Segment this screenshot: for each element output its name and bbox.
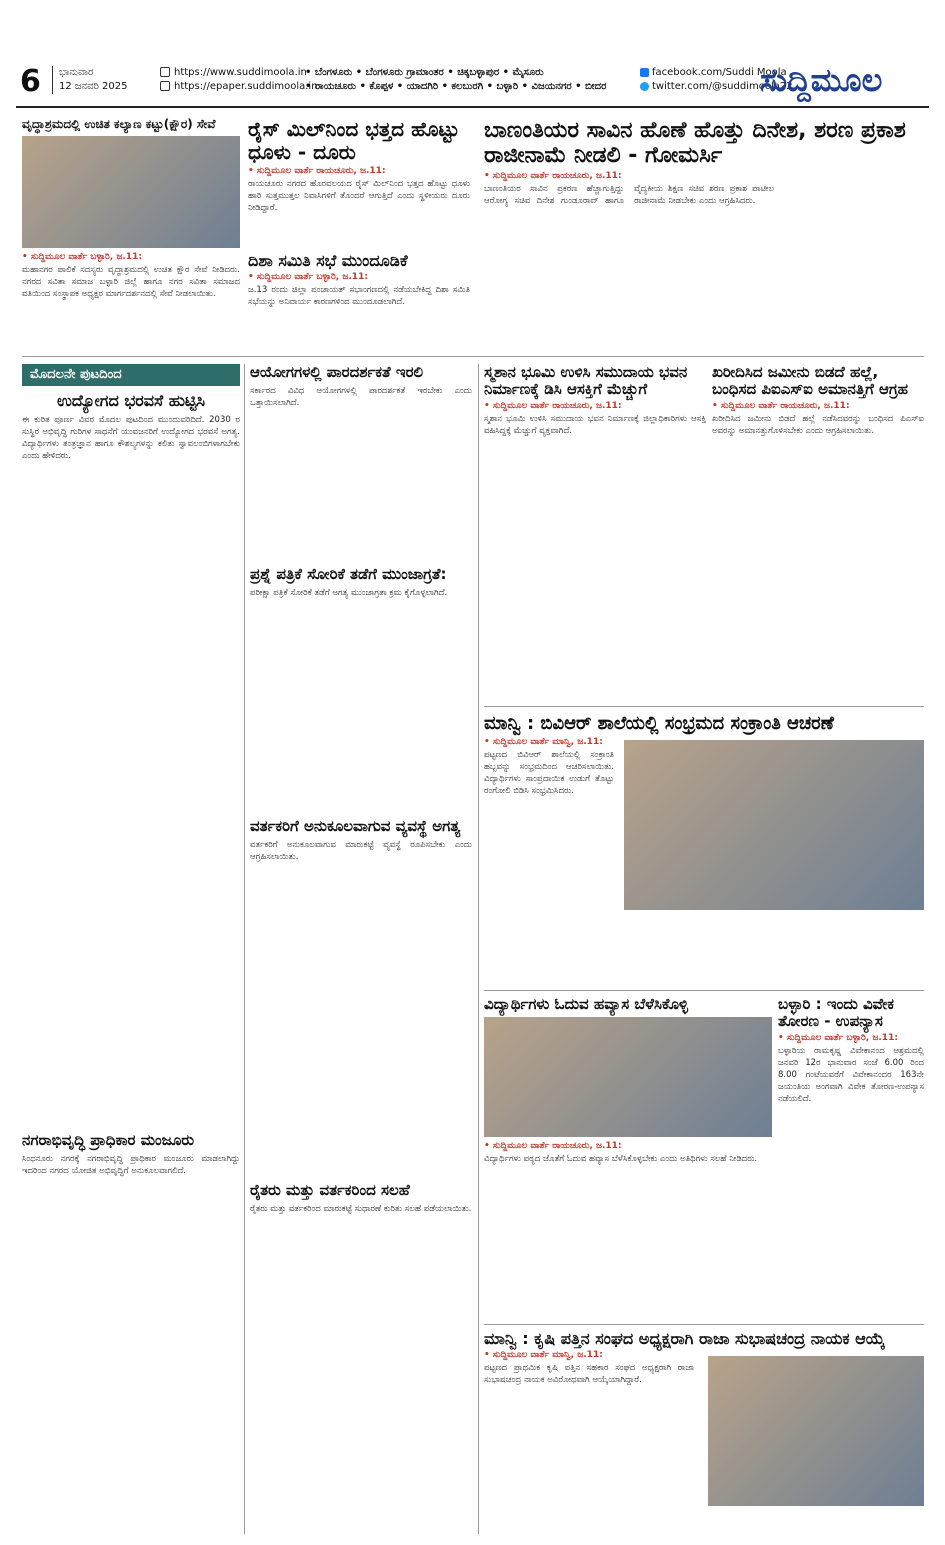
article-farmers-advice: ರೈತರು ಮತ್ತು ವರ್ತಕರಿಂದ ಸಲಹೆ ರೈತರು ಮತ್ತು ವರ್ತಕರಿಂದ ಮಾರುಕಟ್ಟೆ ಸುಧಾರಣೆ ಕುರಿತು ಸಲಹೆ ಪಡೆಯಲಾಯಿತು. (250, 1182, 472, 1215)
article-cooperative-society: ಮಾನ್ವಿ : ಕೃಷಿ ಪತ್ತಿನ ಸಂಘದ ಅಧ್ಯಕ್ಷರಾಗಿ ರಾಜಾ ಸುಭಾಷಚಂದ್ರ ನಾಯಕ ಆಯ್ಕೆ • ಸುದ್ದಿಮೂಲ ವಾರ್ತೆ ಮಾನ್ವಿ, ಜ.11: ಪಟ್ಟಣದ ಪ್ರಾಥಮಿಕ ಕೃಷಿ ಪತ್ತಿನ ಸಹಕಾರ ಸಂಘದ ಅಧ್ಯಕ್ಷರಾಗಿ ರಾಜಾ ಸುಭಾಷಚಂದ್ರ ನಾಯಕ ಅವಿರೋಧವಾಗಿ ಆಯ್ಕೆಯಾಗಿದ್ದಾರೆ. (484, 1330, 924, 1540)
twitter-icon (640, 82, 649, 91)
epaper-link[interactable]: https://epaper.suddimoola.in (160, 80, 318, 94)
divider (484, 706, 924, 707)
article-traders-system: ವರ್ತಕರಿಗೆ ಅನುಕೂಲವಾಗುವ ವ್ಯವಸ್ಥೆ ಅಗತ್ಯ ವರ್ತಕರಿಗೆ ಅನುಕೂಲವಾಗುವ ಮಾರುಕಟ್ಟೆ ವ್ಯವಸ್ಥೆ ರೂಪಿಸಬೇಕು ಎಂದು ಆಗ್ರಹಿಸಲಾಯಿತು. (250, 818, 472, 863)
masthead-rule (16, 106, 929, 108)
article-paper-leak: ಪ್ರಶ್ನೆ ಪತ್ರಿಕೆ ಸೋರಿಕೆ ತಡೆಗೆ ಮುಂಜಾಗ್ರತೆ: ಪರೀಕ್ಷಾ ಪತ್ರಿಕೆ ಸೋರಿಕೆ ತಡೆಗೆ ಅಗತ್ಯ ಮುಂಜಾಗ್ರತಾ ಕ್ರಮ ಕೈಗೊಳ್ಳಲಾಗಿದೆ. (250, 566, 448, 599)
masthead (0, 60, 945, 104)
article-urban-development: ನಗರಾಭಿವೃದ್ಧಿ ಪ್ರಾಧಿಕಾರ ಮಂಜೂರು ಸಿಂಧನೂರು ನಗರಕ್ಕೆ ನಗರಾಭಿವೃದ್ಧಿ ಪ್ರಾಧಿಕಾರ ಮಂಜೂರು ಮಾಡಲಾಗಿದ್ದು ಇದರಿಂದ ನಗರದ ಯೋಜಿತ ಅಭಿವೃದ್ಧಿಗೆ ಅನುಕೂಲವಾಗಲಿದೆ. (22, 1132, 240, 1177)
article-photo (624, 740, 924, 910)
divider (484, 990, 924, 991)
section-band: ಮೊದಲನೇ ಪುಟದಿಂದ (22, 364, 240, 386)
article-commissions: ಆಯೋಗಗಳಲ್ಲಿ ಪಾರದರ್ಶಕತೆ ಇರಲಿ ಸರ್ಕಾರದ ವಿವಿಧ ಆಯೋಗಗಳಲ್ಲಿ ಪಾರದರ್ಶಕತೆ ಇರಬೇಕು ಎಂದು ಒತ್ತಾಯಿಸಲಾಗಿದೆ. (250, 364, 472, 409)
divider (484, 1324, 924, 1325)
article-photo (484, 1017, 772, 1137)
web-links (160, 66, 318, 94)
date: 12 ಜನವರಿ 2025 (59, 81, 128, 92)
web-icon (160, 67, 170, 77)
article-reading-habit: ವಿದ್ಯಾರ್ಥಿಗಳು ಓದುವ ಹವ್ಯಾಸ ಬೆಳೆಸಿಕೊಳ್ಳಿ • ಸುದ್ದಿಮೂಲ ವಾರ್ತೆ ರಾಯಚೂರು, ಜ.11: ವಿದ್ಯಾರ್ಥಿಗಳು ಪಠ್ಯದ ಜೊತೆಗೆ ಓದುವ ಹವ್ಯಾಸ ಬೆಳೆಸಿಕೊಳ್ಳಬೇಕು ಎಂದು ಅತಿಥಿಗಳು ಸಲಹೆ ನೀಡಿದರು. (484, 996, 772, 1320)
article-disha-meeting: ದಿಶಾ ಸಮಿತಿ ಸಭೆ ಮುಂದೂಡಿಕೆ • ಸುದ್ದಿಮೂಲ ವಾರ್ತೆ ಬಳ್ಳಾರಿ, ಜ.11: ಜ.13 ರಂದು ಜಿಲ್ಲಾ ಪಂಚಾಯತ್ ಸಭಾಂಗಣದಲ್ಲಿ ನಡೆಯಬೇಕಿದ್ದ ದಿಶಾ ಸಮಿತಿ ಸಭೆಯನ್ನು ಅನಿವಾರ್ಯ ಕಾರಣಗಳಿಂದ ಮುಂದೂಡಲಾಗಿದೆ. (248, 252, 470, 308)
web-icon (160, 81, 170, 91)
facebook-icon (640, 68, 649, 77)
article-rice-mill: ರೈಸ್ ಮಿಲ್‌ನಿಂದ ಭತ್ತದ ಹೊಟ್ಟು ಧೂಳು - ದೂರು • ಸುದ್ದಿಮೂಲ ವಾರ್ತೆ ರಾಯಚೂರು, ಜ.11: ರಾಯಚೂರು ನಗರದ ಹೊರವಲಯದ ರೈಸ್ ಮಿಲ್‌ನಿಂದ ಭತ್ತದ ಹೊಟ್ಟು ಧೂಳು ಹಾರಿ ಸುತ್ತಮುತ್ತಲ ನಿವಾಸಿಗಳಿಗೆ ತೊಂದರೆ ಆಗುತ್ತಿದೆ ಎಂದು ಸ್ಥಳೀಯರು ದೂರು ನೀಡಿದ್ದಾರೆ. (248, 118, 470, 213)
article-employment: ಉದ್ಯೋಗದ ಭರವಸೆ ಹುಟ್ಟಿಸಿ ಈ ಕುರಿತ ಪೂರ್ಣ ವಿವರ ಮೊದಲ ಪುಟದಿಂದ ಮುಂದುವರಿದಿದೆ. 2030 ರ ಸುಸ್ಥಿರ ಅಭಿವೃದ್ಧಿ ಗುರಿಗಳ ಸಾಧನೆಗೆ ಯುವಜನರಿಗೆ ಉದ್ಯೋಗದ ಭರವಸೆ ಅಗತ್ಯ. ವಿದ್ಯಾರ್ಥಿಗಳು ತಂತ್ರಜ್ಞಾನ ಹಾಗೂ ಕೌಶಲ್ಯಗಳನ್ನು ಕಲಿತು ಸ್ವಾವಲಂಬಿಗಳಾಗಬೇಕು ಎಂದು ಹೇಳಿದರು. (22, 392, 240, 462)
article-oldage-home: ವೃದ್ಧಾಶ್ರಮದಲ್ಲಿ ಉಚಿತ ಕಲ್ಯಾಣ ಕಟ್ಟು(ಕ್ಷೌರ) ಸೇವೆ • ಸುದ್ದಿಮೂಲ ವಾರ್ತೆ ಬಳ್ಳಾರಿ, ಜ.11: ಮಹಾನಗರ ಪಾಲಿಕೆ ಸದಸ್ಯರು ವೃದ್ಧಾಶ್ರಮದಲ್ಲಿ ಉಚಿತ ಕ್ಷೌರ ಸೇವೆ ನೀಡಿದರು. ನಗರದ ಸವಿತಾ ಸಮಾಜ ಬಳ್ಳಾರಿ ಜಿಲ್ಲೆ ಹಾಗೂ ನಗರ ಸವಿತಾ ಸಮಾಜದ ವತಿಯಿಂದ ಸಂಸ್ಥಾಪಕ ಅಧ್ಯಕ್ಷರ ಮಾರ್ಗದರ್ಶನದಲ್ಲಿ ಸೇವೆ ನೀಡಲಾಯಿತು. (22, 118, 240, 299)
article-maternal-deaths: ಬಾಣಂತಿಯರ ಸಾವಿನ ಹೊಣೆ ಹೊತ್ತು ದಿನೇಶ, ಶರಣ ಪ್ರಕಾಶ ರಾಜೀನಾಮೆ ನೀಡಲಿ - ಗೋಮರ್ಸಿ • ಸುದ್ದಿಮೂಲ ವಾರ್ತೆ ರಾಯಚೂರು, ಜ.11: ಬಾಣಂತಿಯರ ಸಾವಿನ ಪ್ರಕರಣ ಹೆಚ್ಚಾಗುತ್ತಿದ್ದು ಆರೋಗ್ಯ ಸಚಿವ ದಿನೇಶ ಗುಂಡೂರಾವ್ ಹಾಗೂ ವೈದ್ಯಕೀಯ ಶಿಕ್ಷಣ ಸಚಿವ ಶರಣ ಪ್ರಕಾಶ ಪಾಟೀಲ ರಾಜೀನಾಮೆ ನೀಡಬೇಕು ಎಂದು ಆಗ್ರಹಿಸಿದರು. (484, 118, 906, 206)
article-land-assault: ಖರೀದಿಸಿದ ಜಮೀನು ಬಿಡದೆ ಹಲ್ಲೆ, ಬಂಧಿಸದ ಪಿಐಎಸ್‌ಐ ಅಮಾನತ್ತಿಗೆ ಆಗ್ರಹ • ಸುದ್ದಿಮೂಲ ವಾರ್ತೆ ರಾಯಚೂರು, ಜ.11: ಖರೀದಿಸಿದ ಜಮೀನು ಬಿಡದೆ ಹಲ್ಲೆ ನಡೆಸಿದವರನ್ನು ಬಂಧಿಸದ ಪಿಎಸ್‌ಐ ಅವರನ್ನು ಅಮಾನತ್ತುಗೊಳಿಸಬೇಕು ಎಂದು ಆಗ್ರಹಿಸಲಾಯಿತು. (712, 364, 924, 436)
facebook-link[interactable]: facebook.com/Suddi Moola (640, 66, 793, 80)
column-divider (244, 364, 245, 1534)
article-cemetery-land: ಸ್ಮಶಾನ ಭೂಮಿ ಉಳಿಸಿ ಸಮುದಾಯ ಭವನ ನಿರ್ಮಾಣಕ್ಕೆ ಡಿಸಿ ಆಸಕ್ತಿಗೆ ಮೆಚ್ಚುಗೆ • ಸುದ್ದಿಮೂಲ ವಾರ್ತೆ ರಾಯಚೂರು, ಜ.11: ಸ್ಮಶಾನ ಭೂಮಿ ಉಳಿಸಿ ಸಮುದಾಯ ಭವನ ನಿರ್ಮಾಣಕ್ಕೆ ಜಿಲ್ಲಾಧಿಕಾರಿಗಳು ಆಸಕ್ತಿ ವಹಿಸಿದ್ದಕ್ಕೆ ಮೆಚ್ಚುಗೆ ವ್ಯಕ್ತವಾಗಿದೆ. (484, 364, 706, 436)
article-sankranti: ಮಾನ್ವಿ : ಬಿವಿಆರ್ ಶಾಲೆಯಲ್ಲಿ ಸಂಭ್ರಮದ ಸಂಕ್ರಾಂತಿ ಆಚರಣೆ • ಸುದ್ದಿಮೂಲ ವಾರ್ತೆ ಮಾನ್ವಿ, ಜ.11: ಪಟ್ಟಣದ ಬಿವಿಆರ್ ಶಾಲೆಯಲ್ಲಿ ಸಂಕ್ರಾಂತಿ ಹಬ್ಬವನ್ನು ಸಂಭ್ರಮದಿಂದ ಆಚರಿಸಲಾಯಿತು. ವಿದ್ಯಾರ್ಥಿಗಳು ಸಾಂಪ್ರದಾಯಿಕ ಉಡುಗೆ ತೊಟ್ಟು ರಂಗೋಲಿ ಬಿಡಿಸಿ ಸಂಭ್ರಮಿಸಿದರು. (484, 714, 924, 974)
page-number: 6 (20, 64, 41, 99)
article-viveka-torana: ಬಳ್ಳಾರಿ : ಇಂದು ವಿವೇಕ ತೋರಣ - ಉಪನ್ಯಾಸ • ಸುದ್ದಿಮೂಲ ವಾರ್ತೆ ಬಳ್ಳಾರಿ, ಜ.11: ಬಳ್ಳಾರಿಯ ರಾಮಕೃಷ್ಣ ವಿವೇಕಾನಂದ ಆಶ್ರಮದಲ್ಲಿ ಜನವರಿ 12ರ ಭಾನುವಾರ ಸಂಜೆ 6.00 ರಿಂದ 8.00 ಗಂಟೆಯವರೆಗೆ ವಿವೇಕಾನಂದರ 163ನೇ ಜಯಂತಿಯ ಅಂಗವಾಗಿ ವಿವೇಕ ತೋರಣ-ಉಪನ್ಯಾಸ ನಡೆಯಲಿದೆ. (778, 996, 924, 1104)
column-divider (478, 364, 479, 1534)
newspaper-logo: ಸುದ್ದಿಮೂಲ (760, 61, 883, 99)
day: ಭಾನುವಾರ (59, 67, 94, 78)
divider (22, 356, 924, 357)
twitter-link[interactable]: twitter.com/@suddimoola22 (640, 80, 793, 94)
website-link[interactable]: https://www.suddimoola.in (160, 66, 318, 80)
date-box (52, 66, 128, 94)
article-photo (708, 1356, 924, 1506)
article-photo (22, 136, 240, 248)
edition-cities: • ಬೆಂಗಳೂರು • ಬೆಂಗಳೂರು ಗ್ರಾಮಾಂತರ • ಚಿಕ್ಕಬಳ್ಳಾಪುರ • ಮೈಸೂರು • ರಾಯಚೂರು • ಕೊಪ್ಪಳ • ಯಾದಗಿರಿ • ಕಲಬುರಗಿ • ಬಳ್ಳಾರಿ • ವಿಜಯನಗರ • ಬೀದರ (305, 67, 607, 92)
